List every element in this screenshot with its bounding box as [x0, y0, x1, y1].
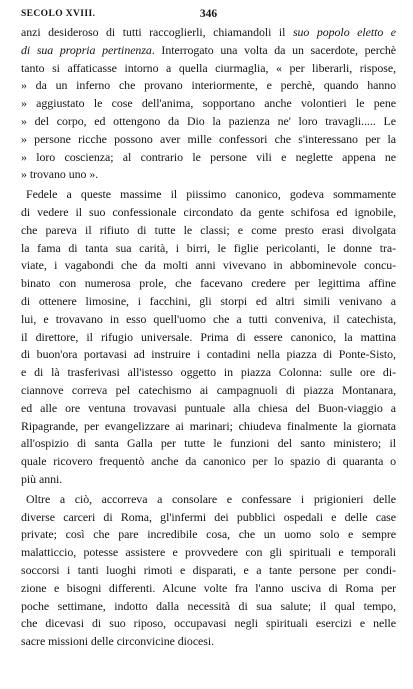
text-line [21, 382, 396, 400]
text-run: malatticcio, potesse assistere e provvedere con gli spirituali e temporali [21, 545, 396, 560]
text-line [21, 435, 396, 453]
text-run: di vedere il suo confessionale circondato da gente schifosa ed ignobile, [21, 204, 396, 219]
text-run: che pareva il rifiuto di tutte le classi; e come presto erasi divolgata [21, 222, 396, 237]
text-line [21, 400, 396, 418]
text-run: che dicevasi di suo riposo, occupavasi negli spirituali esercizi e nelle [21, 616, 396, 631]
italic-run: di sua propria pertinenza [21, 42, 152, 57]
text-line [21, 240, 396, 258]
body-text [21, 24, 396, 651]
text-line [21, 204, 396, 222]
text-run: diverse carceri di Roma, gl'infermi dei pubblici ospedali e delle case [21, 509, 396, 524]
text-line [21, 222, 396, 240]
paragraph [21, 491, 396, 651]
text-run: ed alle ore ventuna trovavasi puntuale alla chiesa del Buon-viaggio a [21, 400, 396, 415]
text-line [21, 311, 396, 329]
text-line [21, 453, 396, 471]
paragraph [21, 24, 396, 184]
text-line [21, 580, 396, 598]
text-line [21, 329, 396, 347]
text-run: » persone ricche possono aver mille confessori che s'interessano per la [21, 131, 396, 146]
text-line [21, 562, 396, 580]
text-run: binato con numerosa prole, che facevano credere per legittima affine [21, 276, 396, 291]
text-line [21, 491, 396, 509]
text-line [21, 77, 396, 95]
page-number: 346 [199, 8, 218, 20]
text-run: più anni. [21, 471, 63, 486]
text-run: e di là trasferivasi all'istesso oggetto in piazza Colonna: sulle ore di- [21, 365, 396, 380]
text-run: . Interrogato una volta da un sacerdote, perchè [151, 42, 396, 57]
text-run: la fama di tanta sua carità, i birri, le figlie pericolanti, le donne tra- [21, 240, 396, 255]
text-run: » trovano uno ». [21, 167, 99, 182]
text-run: soccorsi i tanti luoghi rimoti e disparati, e a tante persone per condi- [21, 562, 396, 577]
text-run: lui, e trovavano in esso quell'uomo che a tutti conveniva, il catechista, [21, 311, 396, 326]
text-run: viate, i vagabondi che da molti anni vivevano in abbominevole concu- [21, 258, 396, 273]
text-line [21, 598, 396, 616]
text-line [21, 60, 396, 78]
text-line [21, 346, 396, 364]
text-run: tanto si affaticasse intorno a quella ciurmaglia, « per liberarli, rispose, [21, 60, 396, 75]
text-line [21, 471, 396, 489]
text-line [21, 544, 396, 562]
text-run: all'ospizio di santa Galla per tutte le funzioni del santo ministero; il [21, 436, 396, 451]
section-label: SECOLO XVIII. [21, 9, 96, 19]
text-run: di ottenere limosine, i facchini, gli storpi ed altri simili venivano a [21, 293, 396, 308]
text-line [21, 293, 396, 311]
text-line [21, 166, 396, 184]
text-line [21, 418, 396, 436]
text-line [21, 42, 396, 60]
text-run: quale ricovero frequentò anche da canonico per lo spazio di quaranta o [21, 454, 396, 469]
text-line [21, 149, 396, 167]
text-run: zione e bisogni differenti. Alcune volte fra l'anno usciva di Roma per [21, 580, 396, 595]
text-run: poche settimane, indotto dalla necessità di sua salute; il qual tempo, [21, 598, 396, 613]
running-header [21, 4, 396, 24]
text-line [21, 257, 396, 275]
text-line [21, 275, 396, 293]
text-run: » loro coscienza; al contrario le persone vili e neglette appena ne [21, 149, 396, 164]
text-run: » da un inferno che provano interiormente, e perchè, quando hanno [21, 78, 396, 93]
text-run: di buon'ora portavasi ad instruire i contadini nella piazza di Ponte-Sisto, [21, 347, 396, 362]
text-line [21, 615, 396, 633]
text-run: Oltre a ciò, accorreva a consolare e confessare i prigionieri delle [26, 491, 396, 506]
text-run: » del corpo, ed ottengono da Dio la pazienza ne' loro travagli..... Le [21, 113, 396, 128]
text-line [21, 131, 396, 149]
text-line [21, 186, 396, 204]
text-line [21, 24, 396, 42]
text-run: » aggiustato le cose dell'anima, sopportano anche volontieri le pene [21, 96, 396, 111]
text-line [21, 364, 396, 382]
text-line [21, 633, 396, 651]
text-run: anzi desideroso di tutti raccoglierli, chiamandoli il [21, 25, 293, 39]
paragraph [21, 186, 396, 489]
text-run: Ripagrande, per evangelizzare ai marinari; chiudeva finalmente la giornata [21, 418, 396, 433]
text-run: il direttore, il rifugio universale. Prima di essere canonico, la mattina [21, 329, 396, 344]
italic-run: suo popolo eletto e [292, 25, 396, 39]
text-run: sacre missioni delle circonvicine diocesi. [21, 634, 215, 649]
text-run: Fedele a queste massime il piissimo canonico, godeva sommamente [26, 187, 396, 202]
text-run: private; così che pare incredibile cosa, che un uomo solo e sempre [21, 527, 396, 542]
text-line [21, 95, 396, 113]
text-line [21, 526, 396, 544]
text-line [21, 509, 396, 527]
text-line [21, 113, 396, 131]
text-run: ciannove correva pel catechismo ai campagnuoli di piazza Montanara, [21, 382, 396, 397]
